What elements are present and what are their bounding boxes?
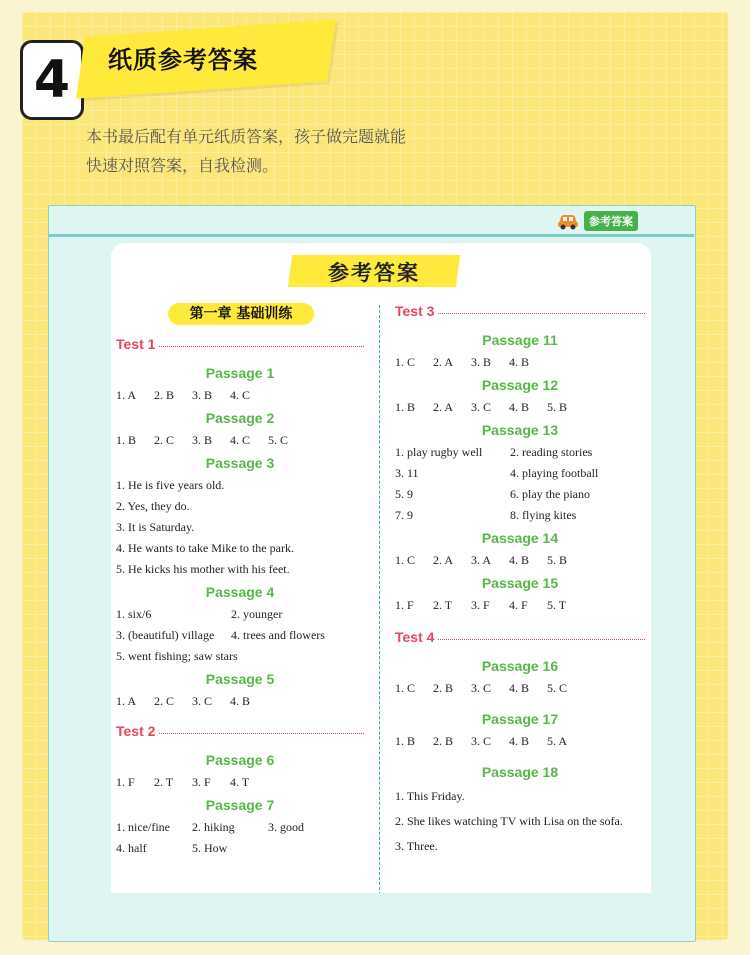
answer: 1. play rugby well <box>395 445 483 459</box>
column-divider <box>379 305 380 893</box>
answer: 3. C <box>192 694 213 708</box>
answer-row <box>395 484 645 505</box>
passage-title: Passage 11 <box>482 332 558 348</box>
answer: 1. C <box>395 553 416 567</box>
test-label: Test 2 <box>116 723 156 739</box>
answer: 3. 11 <box>395 466 419 480</box>
sheet-title-banner <box>290 249 458 289</box>
answer-line: 4. He wants to take Mike to the park. <box>116 541 294 555</box>
right-column <box>395 300 645 859</box>
answer-row <box>116 625 364 646</box>
dotted-rule <box>159 733 364 734</box>
answer: 2. B <box>154 388 175 402</box>
passage-title: Passage 14 <box>481 530 559 546</box>
intro-line: 快速对照答案，自我检测。 <box>86 156 279 175</box>
answer: 2. C <box>154 433 175 447</box>
answer-line: 3. It is Saturday. <box>116 520 195 534</box>
answer-row <box>395 678 645 699</box>
answer: 5. C <box>268 433 289 447</box>
passage-title: Passage 17 <box>481 711 559 727</box>
passage-title: Passage 13 <box>481 422 559 438</box>
answer: 5. B <box>547 553 568 567</box>
answer-row <box>395 397 645 418</box>
answer-line: 5. He kicks his mother with his feet. <box>116 562 290 576</box>
answer: 2. B <box>433 734 454 748</box>
answer: 4. trees and flowers <box>231 628 325 642</box>
chapter-label: 第一章 基础训练 <box>168 303 314 325</box>
answer: 1. A <box>116 694 137 708</box>
answer-row <box>395 595 645 616</box>
test-header <box>116 333 364 355</box>
answer: 3. (beautiful) village <box>116 628 215 642</box>
answer: 1. B <box>395 734 416 748</box>
test-label: Test 3 <box>395 303 435 319</box>
answer: 3. B <box>192 433 213 447</box>
answer: 2. A <box>433 355 454 369</box>
answer-line: 1. He is five years old. <box>116 478 225 492</box>
answer: 1. A <box>116 388 137 402</box>
answer: 3. B <box>192 388 213 402</box>
answer: 4. T <box>230 775 250 789</box>
answer: 3. C <box>471 734 492 748</box>
answer: 1. B <box>395 400 416 414</box>
answer-line: 2. She likes watching TV with Lisa on the sofa. <box>395 814 623 828</box>
answer: 3. C <box>471 681 492 695</box>
left-column <box>116 333 364 859</box>
test-label: Test 4 <box>395 629 435 645</box>
answer-row <box>116 691 364 712</box>
answer: 5. B <box>547 400 568 414</box>
answer: 1. nice/fine <box>116 820 170 834</box>
answer-row <box>395 463 645 484</box>
answer: 4. half <box>116 841 147 855</box>
dotted-rule <box>438 639 645 640</box>
passage-title: Passage 5 <box>205 671 275 687</box>
answer: 2. reading stories <box>510 445 593 459</box>
intro-text <box>86 122 486 180</box>
answer-line: 2. Yes, they do. <box>116 499 190 513</box>
answer: 2. C <box>154 694 175 708</box>
answer: 1. B <box>116 433 137 447</box>
test-header <box>395 626 645 648</box>
section-number-badge: 4 <box>20 40 84 120</box>
answer: 1. F <box>395 598 414 612</box>
answer-row <box>395 550 645 571</box>
test-label: Test 1 <box>116 336 156 352</box>
answer-row <box>116 604 364 625</box>
passage-title: Passage 1 <box>205 365 275 381</box>
panel-header-line <box>48 234 694 237</box>
answer: 2. B <box>433 681 454 695</box>
answer: 3. B <box>471 355 492 369</box>
answer: 4. C <box>230 388 251 402</box>
answer: 4. B <box>509 400 530 414</box>
answer: 5. T <box>547 598 567 612</box>
answer: 4. B <box>230 694 251 708</box>
answer: 3. F <box>192 775 211 789</box>
passage-title: Passage 15 <box>481 575 559 591</box>
dotted-rule <box>159 346 364 347</box>
passage-title: Passage 16 <box>481 658 559 674</box>
answer-row <box>395 442 645 463</box>
answer: 4. B <box>509 553 530 567</box>
answer: 8. flying kites <box>510 508 577 522</box>
header-tag-label: 参考答案 <box>584 211 638 231</box>
answer: 3. F <box>471 598 490 612</box>
passage-title: Passage 3 <box>205 455 275 471</box>
answer: 1. C <box>395 681 416 695</box>
answer: 6. play the piano <box>510 487 590 501</box>
answer: 3. A <box>471 553 492 567</box>
answer-row <box>395 352 645 373</box>
answer-row <box>116 430 364 451</box>
answer: 1. six/6 <box>116 607 152 621</box>
answer-row <box>395 505 645 526</box>
answer: 2. T <box>154 775 174 789</box>
answer: 4. B <box>509 355 530 369</box>
answer: 3. good <box>268 820 304 834</box>
answer: 4. F <box>509 598 528 612</box>
answer-line: 1. This Friday. <box>395 789 465 803</box>
section-title: 纸质参考答案 <box>108 46 258 74</box>
test-header <box>116 720 364 742</box>
answer: 4. B <box>509 681 530 695</box>
answer: 7. 9 <box>395 508 413 522</box>
header-tag <box>556 211 638 231</box>
answer-row <box>116 817 364 838</box>
intro-line: 本书最后配有单元纸质答案，孩子做完题就能 <box>86 127 407 146</box>
dotted-rule <box>438 313 645 314</box>
test-header <box>395 300 645 322</box>
answer: 4. C <box>230 433 251 447</box>
answer-row <box>116 772 364 793</box>
answer-sheet <box>111 243 651 893</box>
passage-title: Passage 2 <box>205 410 275 426</box>
passage-title: Passage 18 <box>481 764 559 780</box>
car-icon <box>556 212 580 230</box>
answer-row <box>116 838 364 859</box>
answer-row <box>395 731 645 752</box>
answer: 2. A <box>433 400 454 414</box>
answer: 4. B <box>509 734 530 748</box>
answer: 2. A <box>433 553 454 567</box>
passage-title: Passage 12 <box>481 377 559 393</box>
answer: 5. A <box>547 734 568 748</box>
passage-title: Passage 7 <box>205 797 275 813</box>
answer: 4. playing football <box>510 466 599 480</box>
answer: 2. hiking <box>192 820 235 834</box>
sheet-title: 参考答案 <box>328 261 420 285</box>
answer: 5. C <box>547 681 568 695</box>
answer: 2. T <box>433 598 453 612</box>
answer: 1. C <box>395 355 416 369</box>
passage-title: Passage 6 <box>205 752 275 768</box>
answer: 2. younger <box>231 607 283 621</box>
answer-line: 5. went fishing; saw stars <box>116 649 238 663</box>
answer-row <box>116 385 364 406</box>
answer-line: 3. Three. <box>395 839 438 853</box>
answer: 5. How <box>192 841 228 855</box>
passage-title: Passage 4 <box>205 584 275 600</box>
answer: 5. 9 <box>395 487 413 501</box>
answer: 1. F <box>116 775 135 789</box>
answer: 3. C <box>471 400 492 414</box>
